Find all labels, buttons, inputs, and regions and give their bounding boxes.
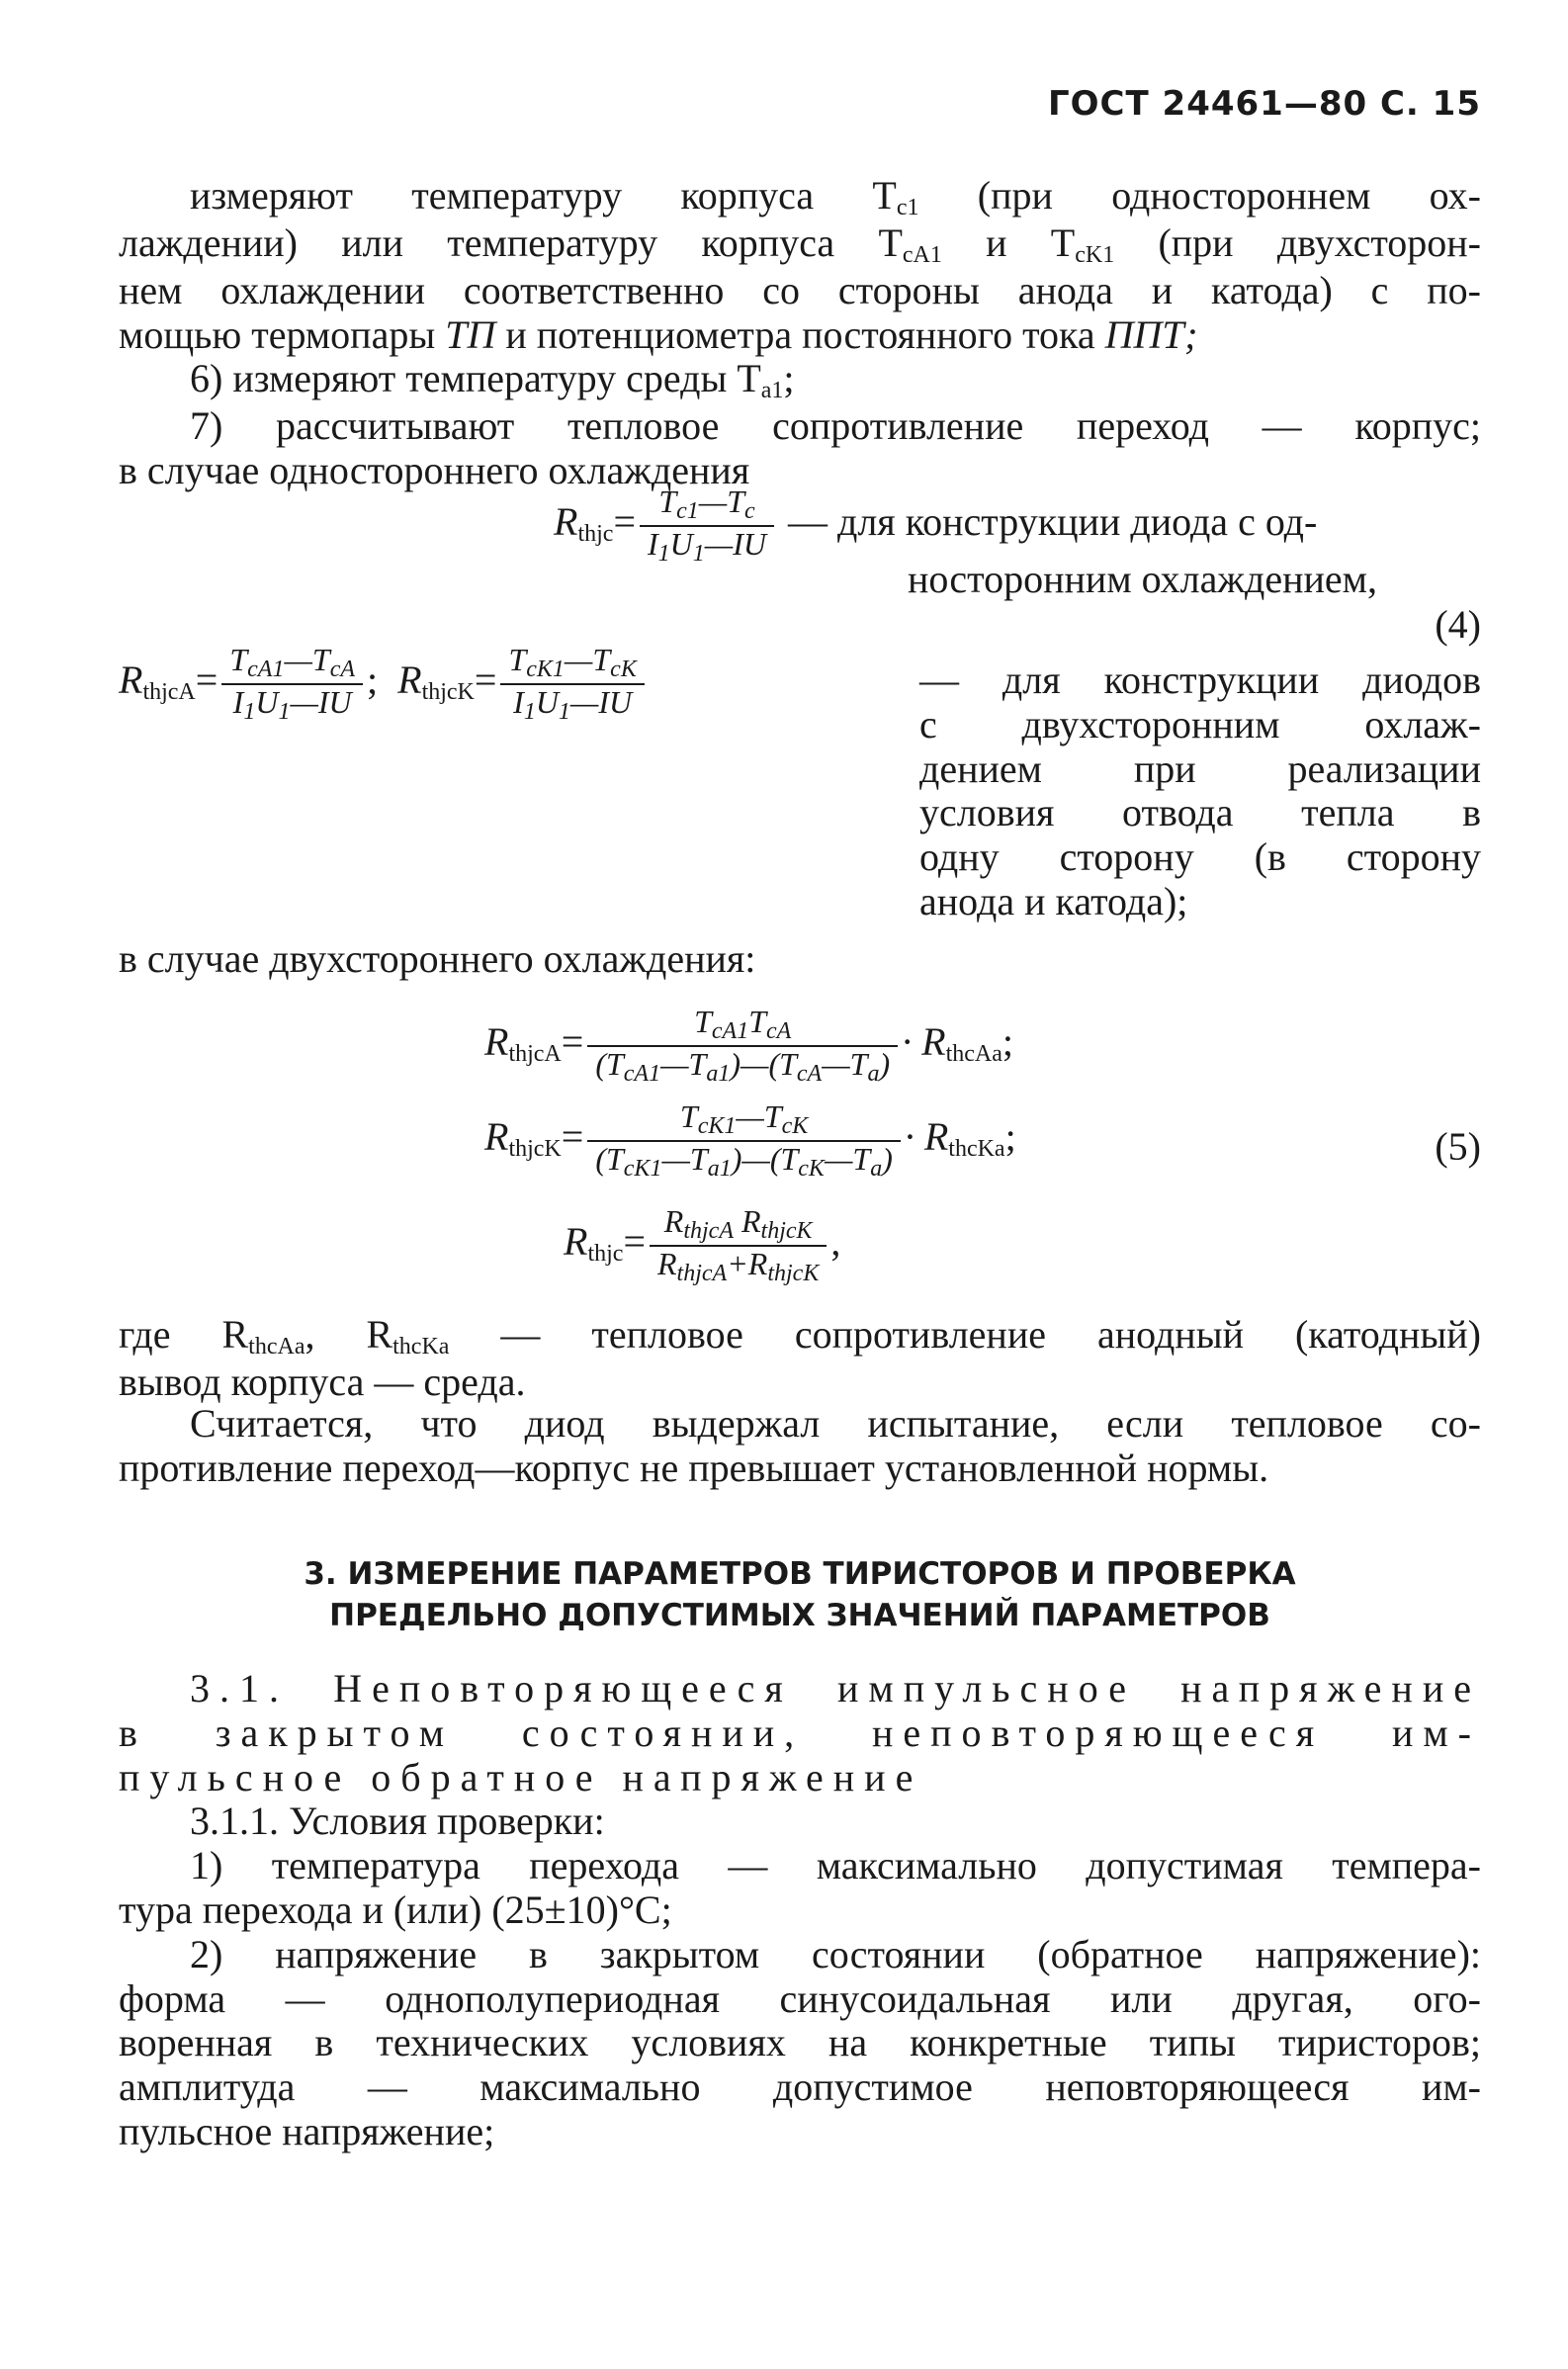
fraction: $\frac{T_{cK1}—T_{cK}}{(T_{cK1}—T_{a1})—(T_{cK}—T_a)}$: [587, 1099, 901, 1183]
text-line: 1) температура перехода — максимально допустимая темпера-: [190, 1843, 1481, 1888]
text-line: воренная в технических условиях на конкретные типы тиристоров;: [119, 2020, 1481, 2065]
equation-4-single: $R_{thjc}=$ $\frac{T_{c1}—T_c}{I_1U_1—IU}$ — для конструкции диода с од-: [554, 483, 1318, 567]
text-line: амплитуда — максимально допустимое неповторяющееся им-: [119, 2064, 1481, 2110]
where-clause: [119, 1313, 1481, 1405]
text-line: пульсное напряжение;: [119, 2108, 495, 2153]
text-line: форма — однополупериодная синусоидальная или другая, ого-: [119, 1975, 1481, 2021]
conclusion-paragraph: [119, 1402, 1481, 1491]
equation-5-cathode: $R_{thjcK}=$ $\frac{T_{cK1}—T_{cK}}{(T_{cK1}—T_{a1})—(T_{cK}—T_a)}$ · $R_{thcKa}$;: [484, 1098, 1016, 1182]
text-line: противление переход—корпус не превышает установленной нормы.: [119, 1445, 1269, 1490]
fraction: $\frac{T_{cK1}—T_{cK}}{I_1U_1—IU}$: [500, 643, 644, 726]
text-line: в закрытом состоянии, неповторяющееся им-: [119, 1710, 1481, 1755]
fraction: $\frac{T_{cA1}—T_{cA}}{I_1U_1—IU}$: [221, 643, 363, 726]
equation-4-note: носторонним охлаждением,: [908, 557, 1377, 601]
text-line: где $R_{thcAa}$, $R_{thcKa}$ — тепловое сопротивление анодный (катодный): [119, 1312, 1481, 1360]
text-line: 3.1.1. Условия проверки:: [190, 1799, 605, 1844]
page-header: ГОСТ 24461—80 С. 15: [1047, 84, 1481, 124]
text-line: мощью термопары ТП и потенциометра постоянного тока ППТ;: [119, 311, 1198, 357]
text-line: с двухсторонним охлаж-: [919, 701, 1481, 746]
text-line: условия отвода тепла в: [919, 790, 1481, 835]
text-line: 3.1. Неповторяющееся импульсное напряжение: [190, 1666, 1481, 1711]
text-line: дением при реализации: [919, 746, 1481, 791]
text-line: 2) напряжение в закрытом состоянии (обратное напряжение):: [190, 1931, 1481, 1976]
double-cooling-intro: в случае двухстороннего охлаждения:: [119, 936, 756, 981]
text-line: анода и катода);: [919, 878, 1188, 923]
section-title: 3. ИЗМЕРЕНИЕ ПАРАМЕТРОВ ТИРИСТОРОВ И ПРОВЕРКА ПРЕДЕЛЬНО ДОПУСТИМЫХ ЗНАЧЕНИЙ ПАРАМЕТРОВ: [304, 1556, 1296, 1633]
text-line: одну сторону (в сторону: [919, 834, 1481, 880]
text-line: лаждении) или температуру корпуса $T_{cA1}$ и $T_{cK1}$ (при двухсторон-: [119, 219, 1481, 268]
paragraph-measure-case-temp: [119, 174, 1481, 493]
text-line: 7) рассчитывают тепловое сопротивление переход — корпус;: [190, 403, 1481, 449]
equation-label-4: (4): [1435, 602, 1481, 647]
text-line: измеряют температуру корпуса $T_{c1}$ (при одностороннем ох-: [190, 173, 1481, 220]
equation-5-total: $R_{thjc}=$ $\frac{R_{thjcA} R_{thjcK}}{R_{thjcA}+R_{thjcK}}$ ,: [564, 1203, 841, 1286]
text-line: нем охлаждении соответственно со стороны анода и катода) с по-: [119, 267, 1481, 312]
text-line: Считается, что диод выдержал испытание, если тепловое со-: [190, 1401, 1481, 1446]
text-line: тура перехода и (или) (25±10)°С;: [119, 1886, 672, 1932]
text-line: вывод корпуса — среда.: [119, 1359, 526, 1404]
fraction: $\frac{T_{cA1}T_{cA}}{(T_{cA1}—T_{a1})—(T_{cA}—T_a)}$: [587, 1005, 898, 1088]
equation-label-5: (5): [1435, 1124, 1481, 1169]
text-line: пульсное обратное напряжение: [119, 1754, 923, 1799]
equation-4-double: $R_{thjcA}=$ $\frac{T_{cA1}—T_{cA}}{I_1U_1—IU}$ ; $R_{thjcK}=$ $\frac{T_{cK1}—T_{cK}}{I_1U_1—IU}$: [119, 643, 649, 726]
fraction: $\frac{R_{thjcA} R_{thjcK}}{R_{thjcA}+R_{thjcK}}$: [650, 1204, 827, 1287]
text-line: — для конструкции диодов: [919, 658, 1481, 702]
equation-5-anode: $R_{thjcA}=$ $\frac{T_{cA1}T_{cA}}{(T_{cA1}—T_{a1})—(T_{cA}—T_a)}$ · $R_{thcAa}$;: [484, 1004, 1013, 1087]
section-3-1: [119, 1667, 1481, 2154]
fraction: $\frac{T_{c1}—T_c}{I_1U_1—IU}$: [640, 484, 774, 568]
text-line: в случае одностороннего охлаждения: [119, 448, 750, 493]
text-line: 6) измеряют температуру среды $T_{a1}$;: [190, 356, 795, 404]
equation-4-double-note: [919, 658, 1481, 924]
